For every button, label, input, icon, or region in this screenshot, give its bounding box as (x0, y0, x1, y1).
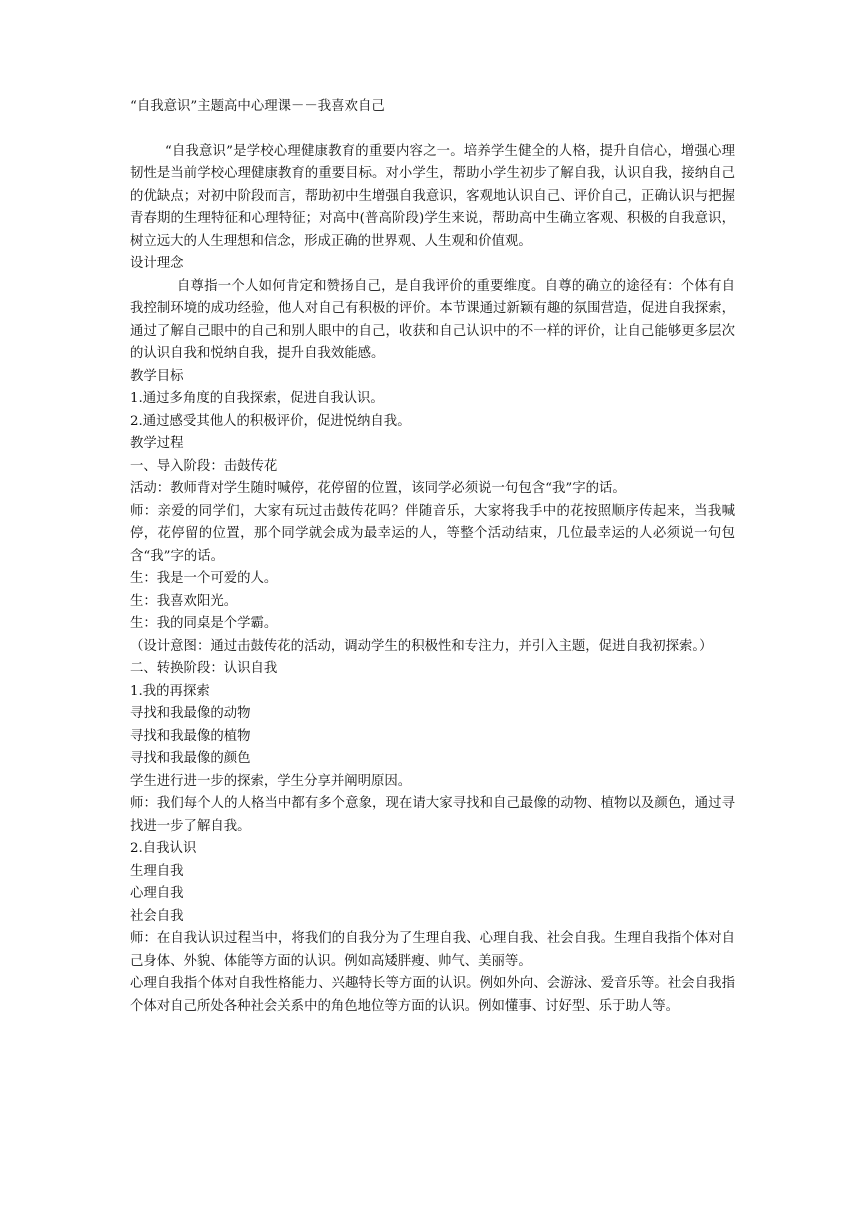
stage-heading: 二、转换阶段：认识自我 (130, 661, 278, 676)
section-heading-teaching-process: 教学过程 (130, 436, 184, 451)
student-line: 生：我的同桌是个学霸。 (130, 616, 278, 631)
list-item: 心理自我 (130, 886, 184, 901)
text-line: 师：亲爱的同学们，大家有玩过击鼓传花吗？伴随音乐，大家将我手中的花按照顺序传起来，当我喊停，花停留的位置，那个同学就会成为最幸运的人，等整个活动结束，几位最幸运的人必须说一句包含“我”字的话。 (130, 503, 735, 564)
text-line: 学生进行进一步的探索，学生分享并阐明原因。 (130, 773, 412, 789)
document-title: “自我意识”主题高中心理课－－我喜欢自己 (130, 99, 385, 114)
list-item: 生理自我 (130, 863, 184, 879)
list-item: 寻找和我最像的动物 (130, 706, 251, 721)
student-line: 生：我喜欢阳光。 (130, 593, 238, 609)
list-item: 寻找和我最像的颜色 (130, 751, 251, 766)
section-heading-teaching-goals: 教学目标 (130, 368, 184, 384)
document-page (130, 96, 735, 1018)
section-heading-design-concept: 设计理念 (130, 256, 184, 271)
list-item: 社会自我 (130, 908, 184, 924)
design-intent-note: （设计意图：通过击鼓传花的活动，调动学生的积极性和专注力，并引入主题，促进自我初探索。） (130, 638, 713, 654)
text-line: 心理自我指个体对自我性格能力、兴趣特长等方面的认识。例如外向、会游泳、爱音乐等。社会自我指个体对自己所处各种社会关系中的角色地位等方面的认识。例如懂事、讨好型、乐于助人等。 (130, 976, 735, 1014)
goal-item: 2.通过感受其他人的积极评价，促进悦纳自我。 (130, 413, 411, 429)
text-line: 活动：教师背对学生随时喊停，花停留的位置，该同学必须说一句包含“我”字的话。 (130, 481, 626, 496)
subsection-heading: 2.自我认识 (130, 841, 197, 856)
intro-paragraph: “自我意识”是学校心理健康教育的重要内容之一。培养学生健全的人格，提升自信心，增强心理韧性是当前学校心理健康教育的重要目标。对小学生，帮助小学生初步了解自我，认识自我，接纳自己的优缺点；对初中阶段而言，帮助初中生增强自我意识，客观地认识自己、评价自己，正确认识与把握青春期的生理特征和心理特征；对高中(普高阶段)学生来说，帮助高中生确立客观、积极的自我意识，树立远大的人生理想和信念，形成正确的世界观、人生观和价值观。 (130, 143, 735, 249)
student-line: 生：我是一个可爱的人。 (130, 571, 278, 586)
subsection-heading: 1.我的再探索 (130, 683, 210, 699)
list-item: 寻找和我最像的植物 (130, 728, 251, 744)
text-line: 师：我们每个人的人格当中都有多个意象，现在请大家寻找和自己最像的动物、植物以及颜色，通过寻找进一步了解自我。 (130, 796, 735, 834)
stage-heading: 一、导入阶段：击鼓传花 (130, 458, 278, 474)
text-line: 师：在自我认识过程当中，将我们的自我分为了生理自我、心理自我、社会自我。生理自我指个体对自己身体、外貌、体能等方面的认识。例如高矮胖瘦、帅气、美丽等。 (130, 931, 735, 969)
goal-item: 1.通过多角度的自我探索，促进自我认识。 (130, 391, 384, 406)
design-concept-paragraph: 自尊指一个人如何肯定和赞扬自己，是自我评价的重要维度。自尊的确立的途径有：个体有自我控制环境的成功经验，他人对自己有积极的评价。本节课通过新颖有趣的氛围营造，促进自我探索，通过了解自己眼中的自己和别人眼中的自己，收获和自己认识中的不一样的评价，让自己能够更多层次的认识自我和悦纳自我，提升自我效能感。 (130, 278, 735, 361)
